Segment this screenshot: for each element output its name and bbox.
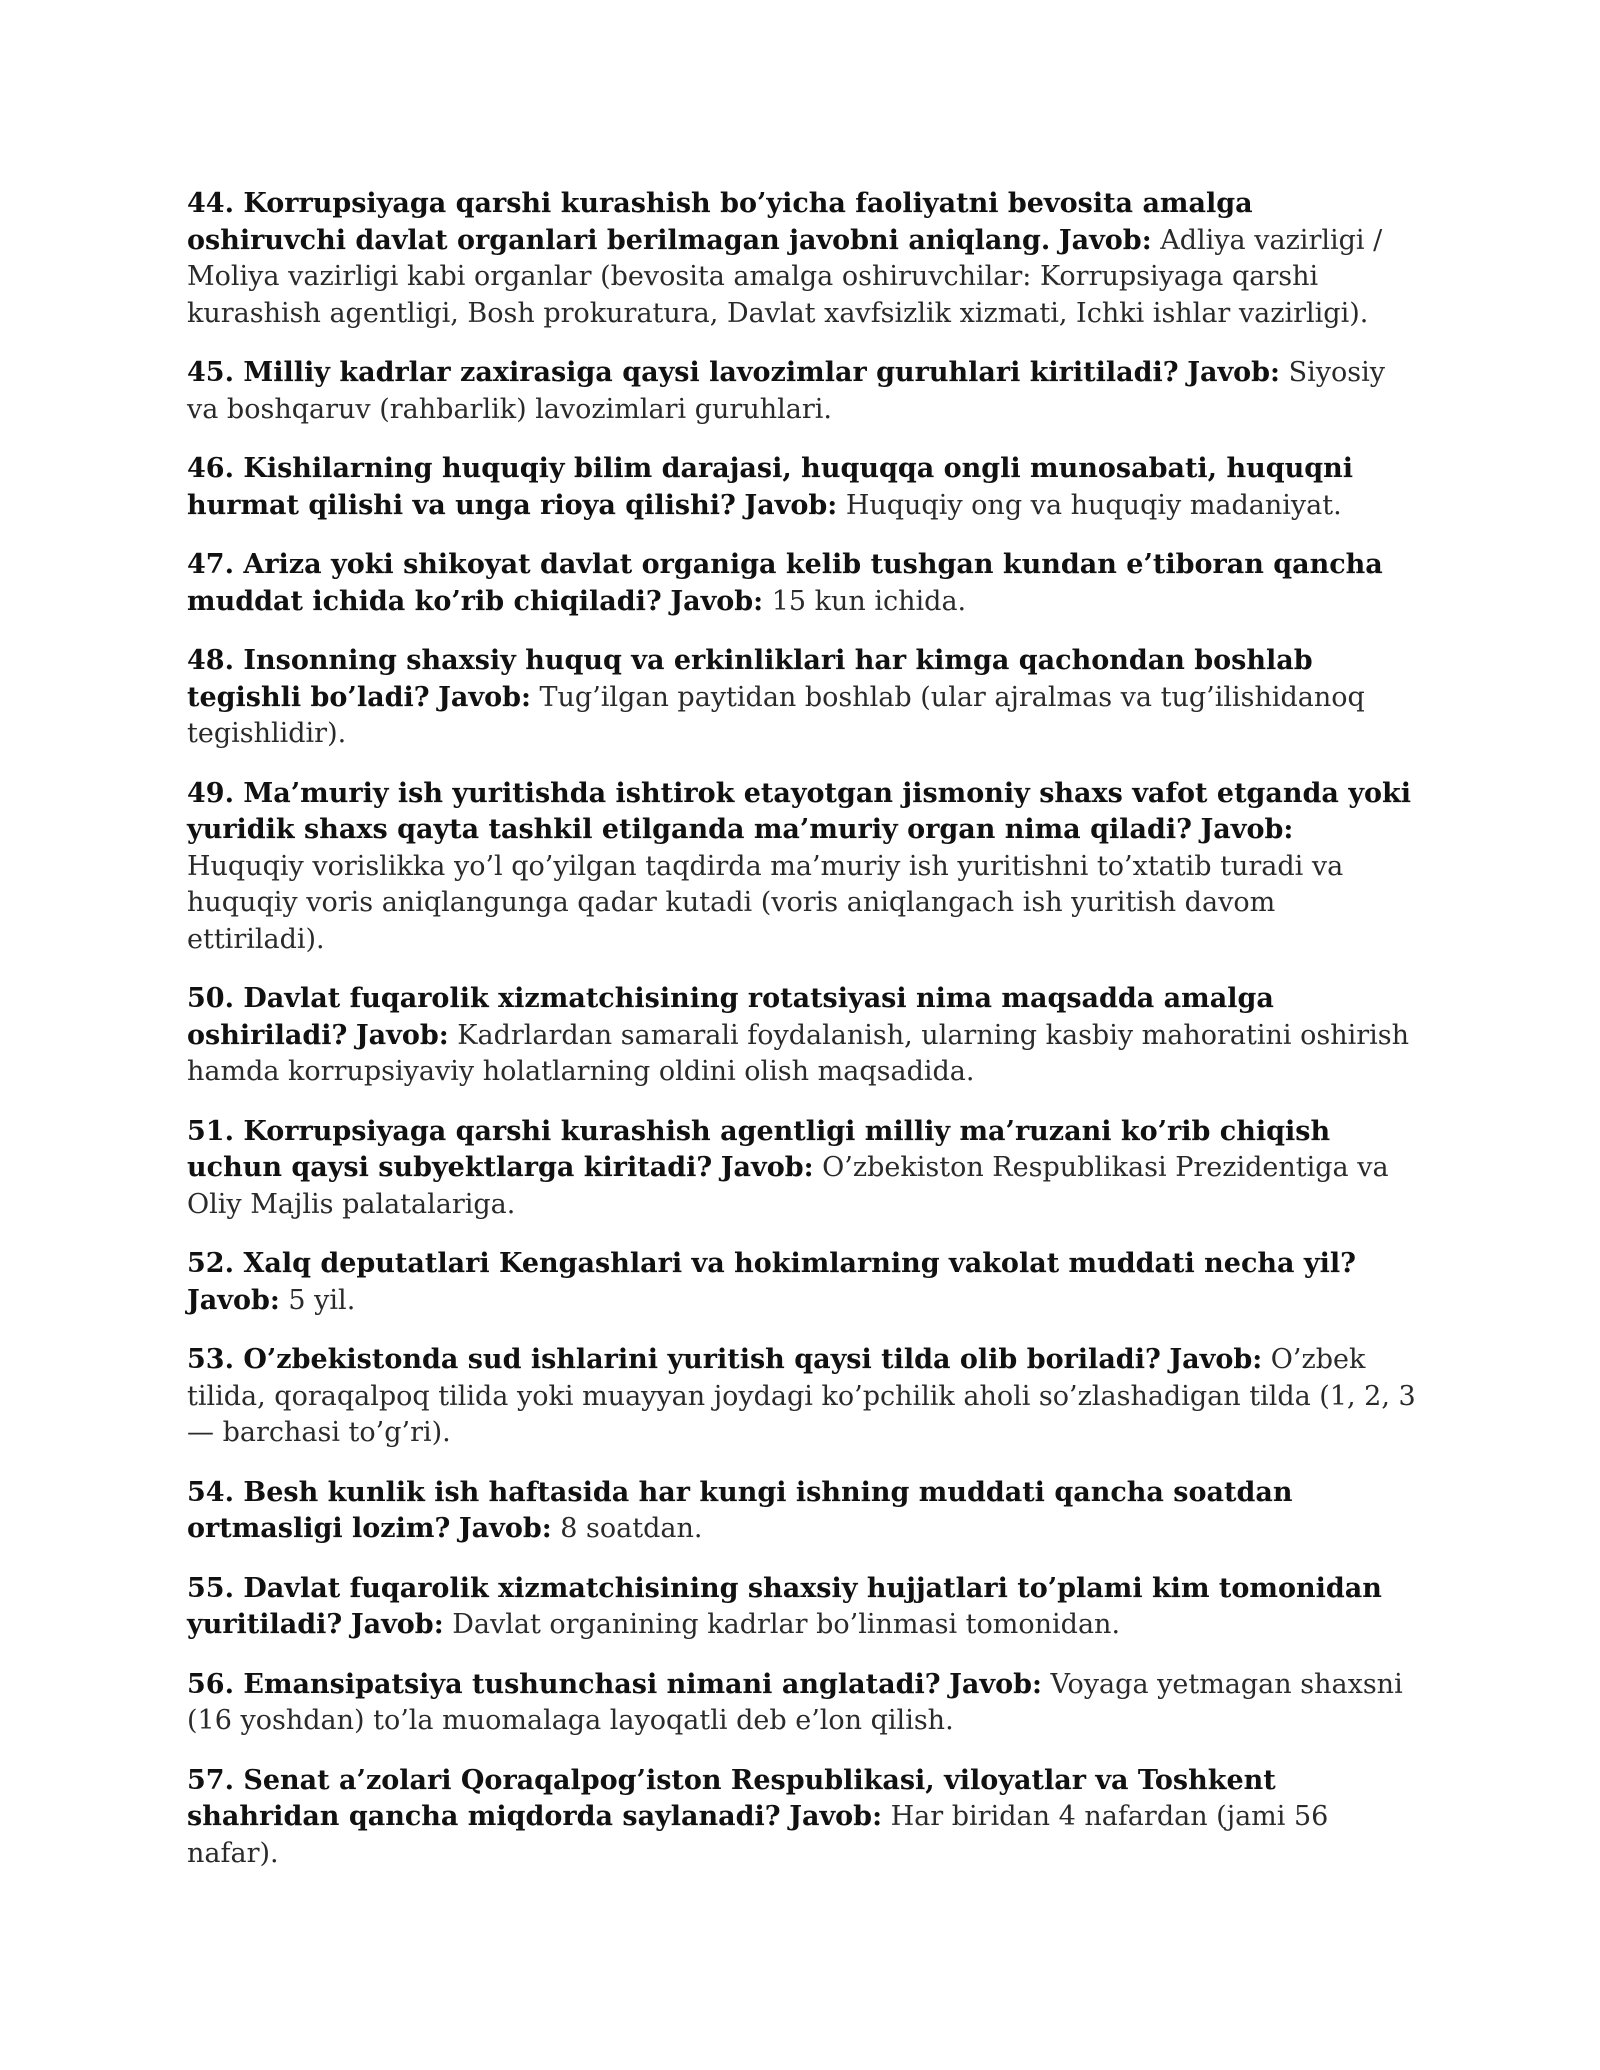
answer-text: Davlat organining kadrlar bo’linmasi tomonidan. xyxy=(452,1609,1121,1640)
answer-text: Siyosiy va boshqaruv (rahbarlik) lavozimlari guruhlari. xyxy=(187,357,1385,425)
answer-label: Javob: xyxy=(187,1284,280,1316)
qa-item-50 xyxy=(187,981,1417,1091)
qa-item-54 xyxy=(187,1475,1417,1548)
question-text: 54. Besh kunlik ish haftasida har kungi ishning muddati qancha soatdan ortmasligi lozim? xyxy=(187,1476,1293,1544)
qa-item-49 xyxy=(187,776,1417,959)
qa-item-45 xyxy=(187,355,1417,428)
answer-label: Javob: xyxy=(350,1609,444,1640)
answer-label: Javob: xyxy=(744,489,838,521)
answer-label: Javob: xyxy=(438,681,531,713)
question-text: 48. Insonning shaxsiy huquq va erkinliklari har kimga qachondan boshlab tegishli bo’ladi? xyxy=(187,645,1313,713)
answer-text: 8 soatdan. xyxy=(560,1513,703,1544)
question-text: 50. Davlat fuqarolik xizmatchisining rotatsiyasi nima maqsadda amalga oshiriladi? xyxy=(187,983,1274,1051)
qa-item-57 xyxy=(187,1763,1417,1873)
answer-text: O’zbekiston Respublikasi Prezidentiga va Oliy Majlis palatalariga. xyxy=(187,1152,1389,1220)
question-text: 51. Korrupsiyaga qarshi kurashish agentligi milliy ma’ruzani ko’rib chiqish uchun qaysi subyektlarga kiritadi? xyxy=(187,1115,1331,1183)
answer-label: Javob: xyxy=(1058,224,1152,256)
answer-label: Javob: xyxy=(458,1513,552,1544)
question-text: 47. Ariza yoki shikoyat davlat organiga kelib tushgan kundan e’tiboran qancha muddat ichida ko’rib chiqiladi? xyxy=(187,549,1383,617)
qa-item-46 xyxy=(187,451,1417,524)
answer-label: Javob: xyxy=(789,1801,883,1832)
question-text: 52. Xalq deputatlari Kengashlari va hokimlarning vakolat muddati necha yil? xyxy=(187,1248,1356,1279)
answer-label: Javob: xyxy=(1200,814,1294,845)
answer-text: Huquqiy vorislikka yo’l qo’yilgan taqdirda ma’muriy ish yuritishni to’xtatib turadi va huquqiy voris aniqlangunga qadar kutadi (voris aniqlangach ish yuritish davom ettiriladi). xyxy=(187,850,1344,955)
answer-text: 15 kun ichida. xyxy=(771,585,967,617)
answer-text: Adliya vazirligi / Moliya vazirligi kabi organlar (bevosita amalga oshiruvchilar: Korrupsiyaga qarshi kurashish agentligi, Bosh prokuratura, Davlat xavfsizlik xizmati, Ichki ishlar vazirligi). xyxy=(187,224,1383,329)
question-text: 49. Ma’muriy ish yuritishda ishtirok etayotgan jismoniy shaxs vafot etganda yoki yuridik shaxs qayta tashkil etilganda ma’muriy organ nima qiladi? xyxy=(187,777,1411,845)
answer-text: 5 yil. xyxy=(288,1284,356,1316)
document-page xyxy=(187,186,1417,1895)
answer-label: Javob: xyxy=(355,1019,449,1051)
answer-label: Javob: xyxy=(720,1152,814,1183)
answer-text: O’zbek tilida, qoraqalpoq tilida yoki muayyan joydagi ko’pchilik aholi so’zlashadigan tilda (1, 2, 3 — barchasi to’g’ri). xyxy=(187,1344,1416,1448)
qa-item-51 xyxy=(187,1114,1417,1224)
qa-item-47 xyxy=(187,547,1417,620)
qa-item-55 xyxy=(187,1571,1417,1644)
answer-label: Javob: xyxy=(1187,357,1281,388)
question-text: 53. O’zbekistonda sud ishlarini yuritish qaysi tilda olib boriladi? xyxy=(187,1344,1161,1375)
qa-item-53 xyxy=(187,1342,1417,1452)
question-text: 45. Milliy kadrlar zaxirasiga qaysi lavozimlar guruhlari kiritiladi? xyxy=(187,357,1179,388)
qa-item-44 xyxy=(187,186,1417,332)
question-text: 57. Senat a’zolari Qoraqalpog’iston Respublikasi, viloyatlar va Toshkent shahridan qancha miqdorda saylanadi? xyxy=(187,1764,1276,1832)
answer-text: Kadrlardan samarali foydalanish, ularning kasbiy mahoratini oshirish hamda korrupsiyaviy holatlarning oldini olish maqsadida. xyxy=(187,1019,1410,1087)
question-text: 44. Korrupsiyaga qarshi kurashish bo’yicha faoliyatni bevosita amalga oshiruvchi davlat organlari berilmagan javobni aniqlang. xyxy=(187,188,1253,256)
answer-text: Voyaga yetmagan shaxsni (16 yoshdan) to’la muomalaga layoqatli deb e’lon qilish. xyxy=(187,1668,1403,1736)
qa-item-48 xyxy=(187,643,1417,753)
qa-item-52 xyxy=(187,1246,1417,1319)
answer-label: Javob: xyxy=(1169,1344,1263,1375)
answer-text: Tug’ilgan paytidan boshlab (ular ajralmas va tug’ilishidanoq tegishlidir). xyxy=(187,681,1365,749)
qa-item-56 xyxy=(187,1667,1417,1740)
answer-text: Huquqiy ong va huquqiy madaniyat. xyxy=(845,489,1342,521)
question-text: 56. Emansipatsiya tushunchasi nimani anglatadi? xyxy=(187,1668,941,1700)
answer-text: Har biridan 4 nafardan (jami 56 nafar). xyxy=(187,1801,1329,1869)
question-text: 46. Kishilarning huquqiy bilim darajasi, huquqqa ongli munosabati, huquqni hurmat qilishi va unga rioya qilishi? xyxy=(187,453,1354,521)
answer-label: Javob: xyxy=(949,1668,1042,1700)
question-text: 55. Davlat fuqarolik xizmatchisining shaxsiy hujjatlari to’plami kim tomonidan yuritiladi? xyxy=(187,1572,1382,1640)
answer-label: Javob: xyxy=(670,585,764,617)
